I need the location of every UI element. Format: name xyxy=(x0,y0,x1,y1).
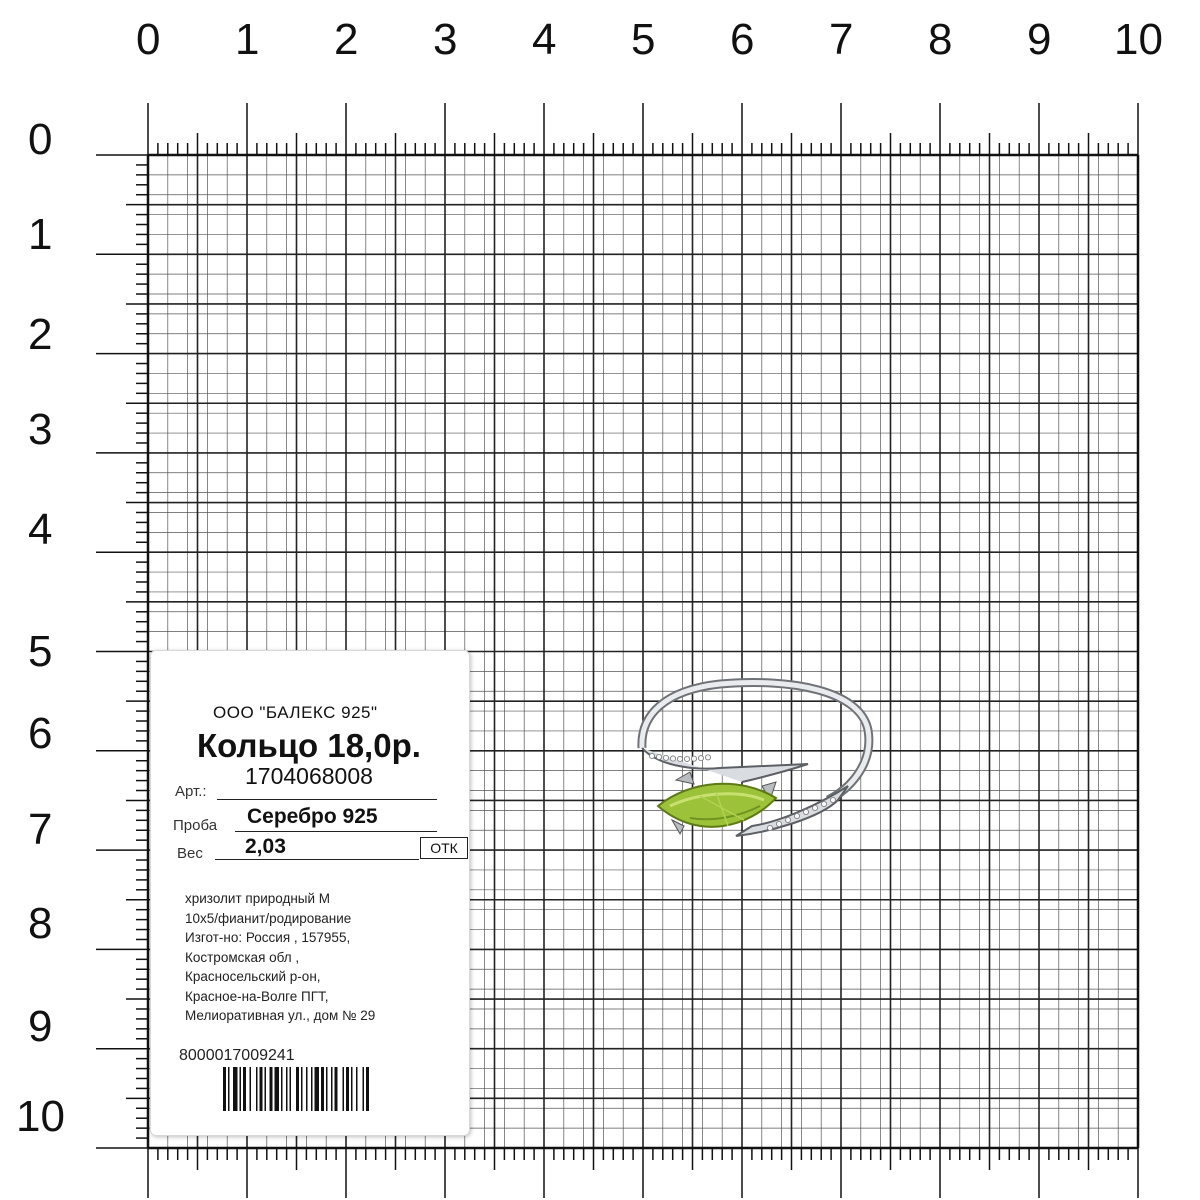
description-line: Красное-на-Волге ПГТ, xyxy=(185,988,329,1004)
left-ruler-number: 0 xyxy=(28,115,53,164)
barcode-number: 8000017009241 xyxy=(179,1047,295,1064)
pave-stone xyxy=(785,817,790,822)
left-ruler-number: 3 xyxy=(28,405,53,454)
barcode-bar xyxy=(311,1067,313,1111)
ring xyxy=(642,683,869,836)
description-line: Красносельский р-он, xyxy=(185,969,321,984)
left-ruler-number: 7 xyxy=(28,805,53,854)
weight-underline xyxy=(215,859,419,860)
price-tag xyxy=(150,650,470,1136)
pave-stone xyxy=(677,756,682,761)
otk-stamp: ОТК xyxy=(420,837,468,859)
barcode-bar xyxy=(275,1067,280,1111)
company-name: ООО "БАЛЕКС 925" xyxy=(213,703,378,722)
top-ruler-number: 7 xyxy=(829,15,854,64)
pave-stone xyxy=(821,801,826,806)
barcode-bar xyxy=(326,1067,328,1111)
barcode-bar xyxy=(356,1067,358,1111)
pave-stone xyxy=(670,756,675,761)
pave-stone xyxy=(812,805,817,810)
barcode-bar xyxy=(343,1067,345,1111)
top-ruler-number: 10 xyxy=(1114,15,1163,64)
pave-stone xyxy=(776,821,781,826)
top-ruler-number: 4 xyxy=(532,15,557,64)
barcode-bar xyxy=(243,1067,246,1111)
barcode-bar xyxy=(315,1067,320,1111)
barcode-bar xyxy=(256,1067,258,1111)
description-line: 10х5/фианит/родирование xyxy=(185,910,352,926)
barcode-bar xyxy=(281,1067,283,1111)
left-ruler-number: 8 xyxy=(28,899,53,948)
pave-stone xyxy=(830,797,835,802)
barcode-bar xyxy=(228,1067,230,1111)
description-line: Костромская обл , xyxy=(185,949,300,965)
article-underline xyxy=(217,799,437,800)
barcode-bar xyxy=(321,1067,324,1111)
pave-stone xyxy=(684,756,689,761)
left-ruler-number: 5 xyxy=(28,627,53,676)
barcode-bar xyxy=(233,1067,238,1111)
barcode xyxy=(223,1067,423,1111)
weight-label: Вес xyxy=(177,845,203,862)
barcode-bar xyxy=(223,1067,226,1111)
left-ruler-number: 6 xyxy=(28,709,53,758)
left-ruler-number: 1 xyxy=(28,210,53,259)
left-ruler-number: 4 xyxy=(28,505,53,554)
left-ruler-number: 9 xyxy=(28,1002,53,1051)
description-line: хризолит природный М xyxy=(185,891,331,906)
top-ruler-number: 3 xyxy=(433,15,458,64)
assay-underline xyxy=(235,831,437,832)
top-ruler-number: 8 xyxy=(928,15,953,64)
article-label: Арт.: xyxy=(175,783,207,800)
top-ruler-number: 0 xyxy=(136,15,161,64)
barcode-bar xyxy=(351,1067,353,1111)
pave-stone xyxy=(705,755,710,760)
top-ruler-number: 1 xyxy=(235,15,260,64)
pave-stone xyxy=(803,809,808,814)
top-ruler-number: 9 xyxy=(1027,15,1052,64)
assay-value: Серебро 925 xyxy=(247,805,378,828)
barcode-bar xyxy=(250,1067,252,1111)
barcode-bar xyxy=(296,1067,299,1111)
product-description xyxy=(185,889,375,1026)
barcode-bar xyxy=(286,1067,288,1111)
pave-stone xyxy=(691,756,696,761)
description-line: Мелиоративная ул., дом № 29 xyxy=(185,1008,376,1023)
barcode-bar xyxy=(306,1067,308,1111)
barcode-bar xyxy=(260,1067,263,1111)
barcode-bar xyxy=(331,1067,333,1111)
barcode-bar xyxy=(363,1067,365,1111)
top-ruler-number: 5 xyxy=(631,15,656,64)
top-ruler-number: 6 xyxy=(730,15,755,64)
pave-stone xyxy=(663,755,668,760)
article-number: 1704068008 xyxy=(245,763,373,789)
assay-label: Проба xyxy=(173,817,218,834)
barcode-bar xyxy=(335,1067,338,1111)
description-line: Изгот-но: Россия , 157955, xyxy=(185,930,351,945)
pave-stone xyxy=(698,756,703,761)
barcode-bar xyxy=(290,1067,292,1111)
weight-value: 2,03 xyxy=(245,835,286,858)
barcode-bar xyxy=(265,1067,267,1111)
top-ruler-number: 2 xyxy=(334,15,359,64)
pave-stone xyxy=(767,825,772,830)
left-ruler-number: 2 xyxy=(28,310,53,359)
barcode-bar xyxy=(301,1067,303,1111)
product-title: Кольцо 18,0р. xyxy=(197,727,421,764)
barcode-bar xyxy=(270,1067,273,1111)
pave-stone xyxy=(656,754,661,759)
barcode-bar xyxy=(346,1067,349,1111)
pave-stone xyxy=(649,753,654,758)
barcode-bar xyxy=(240,1067,242,1111)
pave-stone xyxy=(794,813,799,818)
barcode-bar xyxy=(366,1067,369,1111)
left-ruler-number: 10 xyxy=(16,1092,65,1141)
